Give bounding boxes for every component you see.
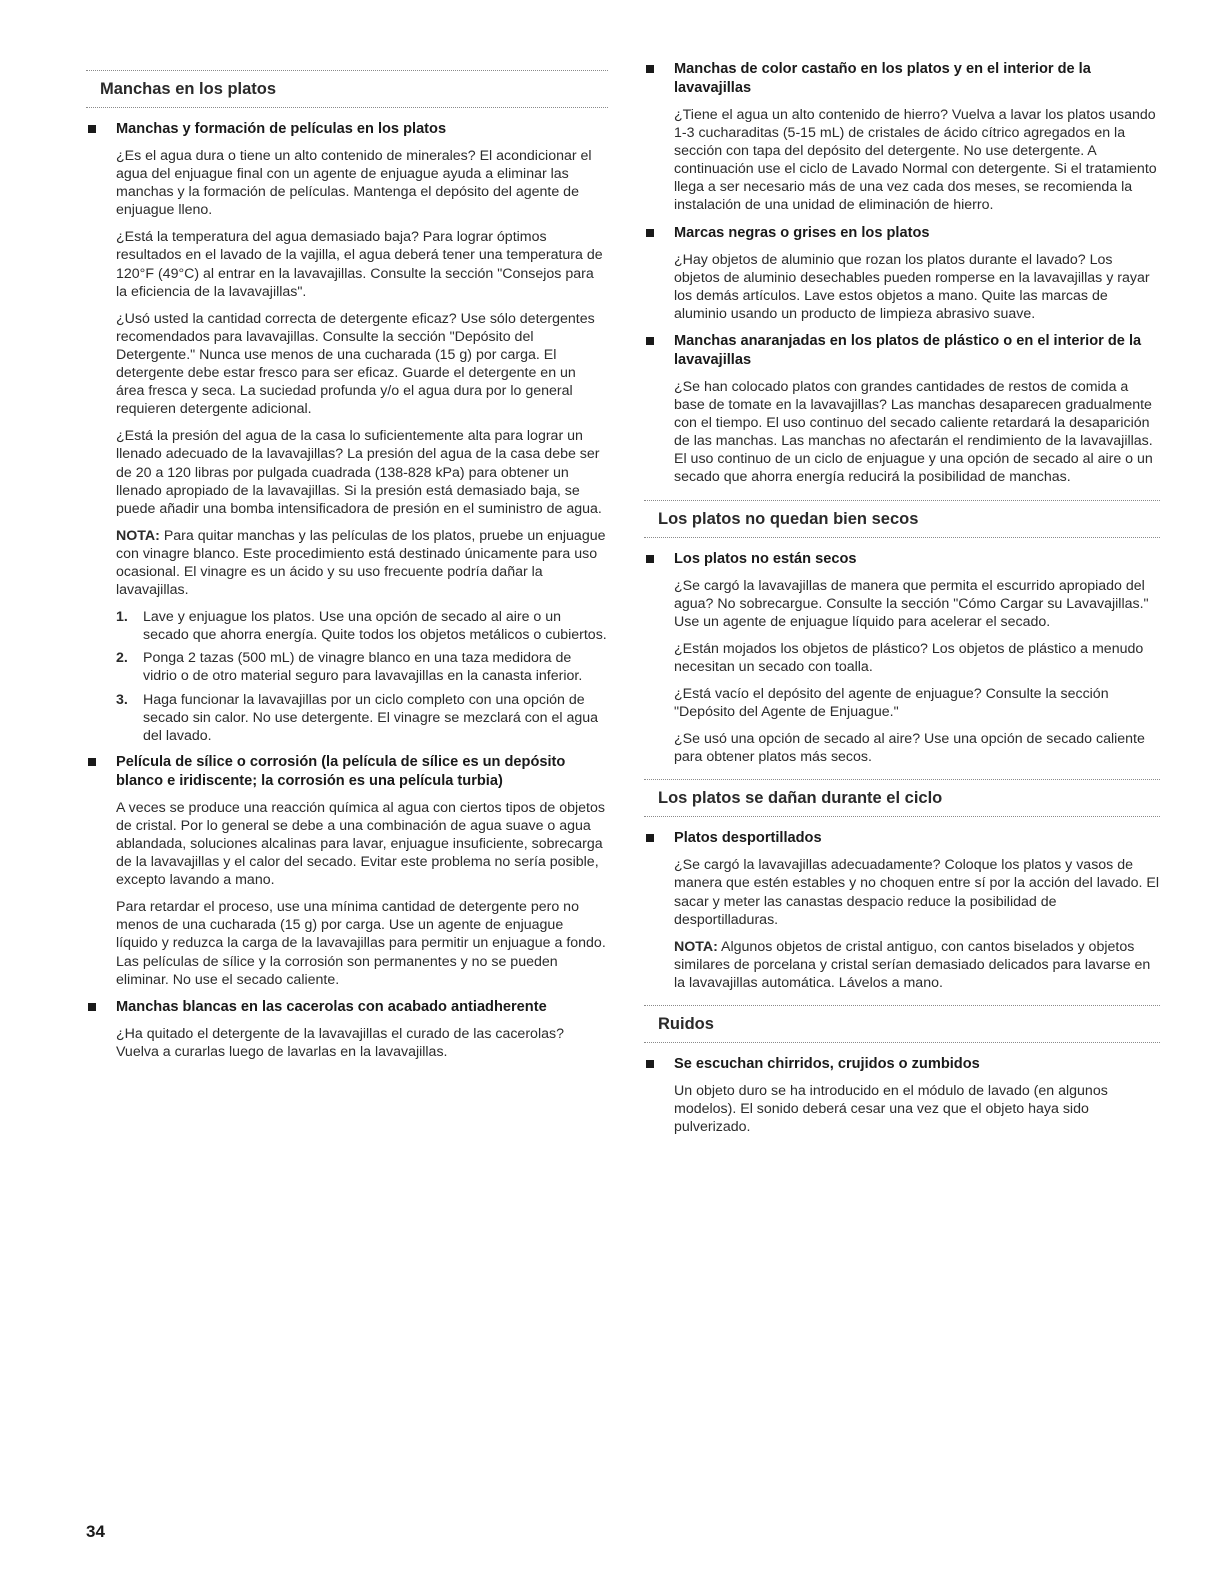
list-item: 2. Ponga 2 tazas (500 mL) de vinagre blanco en una taza medidora de vidrio o de otro material seguro para lavavajillas en la canasta inferior.: [116, 650, 583, 685]
section-title-ruidos: Ruidos: [644, 1005, 1160, 1043]
left-column: [86, 70, 608, 1070]
section-title-manchas: Manchas en los platos: [86, 70, 608, 108]
paragraph: ¿Es el agua dura o tiene un alto contenido de minerales? El acondicionar el agua del enjuague final con un agente de enjuague ayuda a eliminar las manchas y la formación de películas. Mantenga el depósito del agente de enjuague lleno.: [116, 148, 592, 219]
square-bullet-icon: [646, 1060, 654, 1068]
paragraph: ¿Se cargó la lavavajillas adecuadamente? Coloque los platos y vasos de manera que estén estables y no choquen entre sí por la acción del lavado. El sacar y meter las canastas despacio reduce la posibilidad de desportilladuras.: [674, 857, 1160, 928]
paragraph: ¿Se usó una opción de secado al aire? Use una opción de secado caliente para obtener platos más secos.: [674, 731, 1145, 766]
note-label: NOTA:: [116, 527, 160, 544]
page-number: 34: [86, 1522, 105, 1541]
bullet-heading-desportillados: Platos desportillados: [644, 829, 1160, 848]
vinegar-steps-list: [86, 608, 608, 745]
note-paragraph: [644, 938, 1160, 992]
bullet-heading-manchas-anaranjadas: Manchas anaranjadas en los platos de plástico o en el interior de la lavavajillas: [644, 332, 1160, 370]
right-column: [644, 60, 1160, 1145]
paragraph: ¿Está vacío el depósito del agente de enjuague? Consulte la sección "Depósito del Agente de Enjuague.": [674, 685, 1109, 721]
square-bullet-icon: [88, 1003, 96, 1011]
square-bullet-icon: [646, 337, 654, 345]
section-title-secos: Los platos no quedan bien secos: [644, 500, 1160, 538]
square-bullet-icon: [646, 834, 654, 842]
paragraph: ¿Se han colocado platos con grandes cantidades de restos de comida a base de tomate en la lavavajillas? Las manchas desaparecen gradualmente con el tiempo. El uso continuo del secado caliente retardará la desaparición de las manchas. Las manchas no afectarán el rendimiento de la lavavajillas. El uso continuo de un ciclo de enjuague y una opción de secado al aire o un secado que ahorra energía reducirá la posibilidad de manchas.: [674, 378, 1153, 486]
bullet-heading-no-secos: Los platos no están secos: [644, 550, 1160, 569]
square-bullet-icon: [646, 65, 654, 73]
bullet-heading-pelicula-silice: Película de sílice o corrosión (la película de sílice es un depósito blanco e iridiscente; la corrosión es una película turbia): [86, 753, 608, 791]
note-text: Para quitar manchas y las películas de los platos, pruebe un enjuague con vinagre blanco. Este procedimiento está destinado únicamente para uso ocasional. El vinagre es un ácido y su uso frecuente podría dañar la lavavajillas.: [116, 527, 606, 599]
note-label: NOTA:: [674, 938, 718, 955]
bullet-heading-manchas-castano: Manchas de color castaño en los platos y en el interior de la lavavajillas: [644, 60, 1160, 98]
note-text: Algunos objetos de cristal antiguo, con cantos biselados y objetos similares de porcelana y cristal serían demasiado delicados para lavarse en la lavavajillas automática. Lávelos a mano.: [674, 938, 1151, 991]
section-title-danan: Los platos se dañan durante el ciclo: [644, 779, 1160, 817]
square-bullet-icon: [646, 229, 654, 237]
paragraph: Un objeto duro se ha introducido en el módulo de lavado (en algunos modelos). El sonido deberá cesar una vez que el objeto haya sido pulverizado.: [674, 1083, 1108, 1136]
paragraph: ¿Usó usted la cantidad correcta de detergente eficaz? Use sólo detergentes recomendados para lavavajillas. Consulte la sección "Depósito del Detergente." Nunca use menos de una cucharada (15 g) por carga. El detergente debe estar fresco para ser eficaz. Guarde el detergente en un área fresca y seca. La suciedad profunda y/o el agua dura por lo general requieren detergente adicional.: [116, 310, 595, 418]
paragraph: ¿Está la temperatura del agua demasiado baja? Para lograr óptimos resultados en el lavado de la vajilla, el agua deberá tener una temperatura de 120°F (49°C) al entrar en la lavavajillas. Consulte la sección "Consejos para la eficiencia de la lavavajillas".: [116, 229, 603, 300]
list-item: 3. Haga funcionar la lavavajillas por un ciclo completo con una opción de secado sin calor. No use detergente. El vinagre se mezclará con el agua del lavado.: [116, 691, 599, 744]
paragraph: ¿Están mojados los objetos de plástico? Los objetos de plástico a menudo necesitan un secado con toalla.: [674, 640, 1144, 675]
square-bullet-icon: [646, 555, 654, 563]
paragraph: ¿Hay objetos de aluminio que rozan los platos durante el lavado? Los objetos de aluminio desechables pueden romperse en la lavavajillas y rayar los demás artículos. Lave estos objetos a mano. Quite las marcas de aluminio usando un producto de limpieza abrasivo suave.: [674, 251, 1150, 322]
square-bullet-icon: [88, 125, 96, 133]
bullet-heading-manchas-peliculas: Manchas y formación de películas en los platos: [86, 120, 608, 139]
bullet-heading-chirridos: Se escuchan chirridos, crujidos o zumbidos: [644, 1055, 1160, 1074]
paragraph: ¿Se cargó la lavavajillas de manera que permita el escurrido apropiado del agua? No sobrecargue. Consulte la sección "Cómo Cargar su Lavavajillas." Use un agente de enjuague líquido para acelerar el secado.: [674, 577, 1149, 630]
bullet-heading-manchas-cacerolas: Manchas blancas en las cacerolas con acabado antiadherente: [86, 998, 608, 1017]
paragraph: A veces se produce una reacción química al agua con ciertos tipos de objetos de cristal. Por lo general se debe a una combinación de agua suave o agua ablandada, soluciones alcalinas para lavar, enjuague insuficiente, sobrecarga de la lavavajillas y el calor del secado. Evitar este problema no sería posible, excepto lavando a mano.: [116, 799, 605, 889]
note-paragraph: [86, 527, 608, 599]
square-bullet-icon: [88, 758, 96, 766]
paragraph: ¿Está la presión del agua de la casa lo suficientemente alta para lograr un llenado adecuado de la lavavajillas? La presión del agua de la casa debe ser de 20 a 120 libras por pulgada cuadrada (138-828 kPa) para obtener un llenado apropiado de la lavavajillas. Si la presión está demasiado baja, se puede añadir una bomba intensificadora de presión en el suministro de agua.: [116, 428, 602, 517]
list-item: 1. Lave y enjuague los platos. Use una opción de secado al aire o un secado que ahorra energía. Quite todos los objetos metálicos o cubiertos.: [116, 609, 607, 644]
paragraph: Para retardar el proceso, use una mínima cantidad de detergente pero no menos de una cucharada (15 g) por carga. Use un agente de enjuague líquido y reduzca la carga de la lavavajillas para permitir un enjuague a fondo. Las películas de sílice y la corrosión son permanentes y no se pueden eliminar. No use el secado caliente.: [116, 899, 606, 988]
paragraph: ¿Tiene el agua un alto contenido de hierro? Vuelva a lavar los platos usando 1-3 cucharaditas (5-15 mL) de cristales de ácido cítrico agregados en la sección con tapa del depósito del detergente. No use detergente. A continuación use el ciclo de Lavado Normal con detergente. Si el tratamiento llega a ser necesario más de una vez cada dos meses, se recomienda la instalación de una unidad de eliminación de hierro.: [674, 107, 1157, 214]
paragraph: ¿Ha quitado el detergente de la lavavajillas el curado de las cacerolas? Vuelva a curarlas luego de lavarlas en la lavavajillas.: [116, 1025, 564, 1060]
bullet-heading-marcas-negras: Marcas negras o grises en los platos: [644, 224, 1160, 243]
